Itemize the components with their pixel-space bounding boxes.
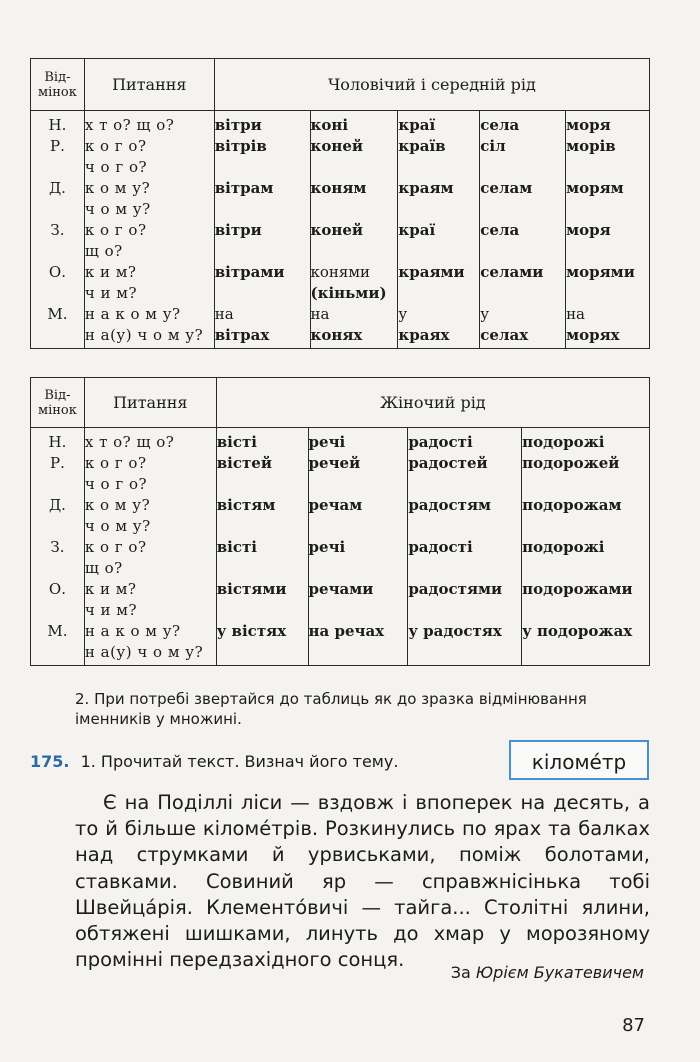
case-cell <box>31 537 85 579</box>
form-cell <box>214 220 310 262</box>
form-cell <box>214 262 310 304</box>
case-cell <box>31 579 85 621</box>
question-text: х т о? щ о? <box>84 116 175 134</box>
header-question: Питання <box>84 378 216 428</box>
noun-form: подорожей <box>522 454 620 472</box>
question-text: к о г о? <box>84 221 147 239</box>
question-text: ч о м у? <box>84 200 151 218</box>
noun-form: селах <box>480 326 529 344</box>
page-number: 87 <box>622 1015 645 1036</box>
question-cell <box>84 220 214 262</box>
form-cell <box>214 178 310 220</box>
question-text: н а(у) ч о м у? <box>84 326 204 344</box>
case-label: З. <box>50 221 65 239</box>
table-row <box>31 178 650 220</box>
question-cell <box>84 428 216 454</box>
case-label: М. <box>47 622 68 640</box>
case-cell <box>31 136 85 178</box>
noun-form: у вістях <box>216 622 287 640</box>
exercise-header <box>30 752 398 771</box>
form-cell <box>408 537 522 579</box>
question-text: ч о г о? <box>84 158 148 176</box>
header-question: Питання <box>84 59 214 111</box>
noun-form: конями <box>310 263 371 281</box>
question-cell <box>84 262 214 304</box>
noun-form: (кіньми) <box>310 284 387 302</box>
noun-form: речам <box>308 496 363 514</box>
case-cell <box>31 453 85 495</box>
declension-table-masculine-neuter <box>30 58 650 349</box>
question-cell <box>84 453 216 495</box>
vocabulary-word-box: кіломе́тр <box>509 740 649 780</box>
noun-form: вістей <box>216 454 272 472</box>
table-row <box>31 111 650 137</box>
question-cell <box>84 621 216 666</box>
noun-form: села <box>480 221 520 239</box>
noun-form: морями <box>566 263 635 281</box>
case-label: Р. <box>49 454 65 472</box>
case-label: Д. <box>48 496 66 514</box>
form-cell <box>310 111 398 137</box>
case-cell <box>31 304 85 349</box>
noun-form: вітрами <box>214 263 285 281</box>
form-cell <box>216 453 308 495</box>
noun-form: радостей <box>408 454 488 472</box>
form-cell <box>522 621 650 666</box>
noun-form: сіл <box>480 137 506 155</box>
noun-form: речі <box>308 538 346 556</box>
table-row <box>31 621 650 666</box>
form-cell <box>522 453 650 495</box>
question-cell <box>84 178 214 220</box>
author-prefix: За <box>450 963 471 982</box>
noun-form: речі <box>308 433 346 451</box>
noun-form: морів <box>566 137 616 155</box>
noun-form: вісті <box>216 538 257 556</box>
question-cell <box>84 111 214 137</box>
form-cell <box>398 262 480 304</box>
form-cell <box>308 621 408 666</box>
question-text: к о м у? <box>84 179 151 197</box>
noun-form: морях <box>566 326 620 344</box>
case-cell <box>31 428 85 454</box>
noun-form: моря <box>566 116 611 134</box>
table-row <box>31 262 650 304</box>
table-row <box>31 537 650 579</box>
form-cell <box>522 579 650 621</box>
noun-form: селам <box>480 179 533 197</box>
noun-form: краям <box>398 179 454 197</box>
form-cell <box>480 304 566 349</box>
form-cell <box>216 495 308 537</box>
form-cell <box>216 579 308 621</box>
form-cell <box>522 537 650 579</box>
question-text: щ о? <box>84 559 123 577</box>
noun-form: подорожі <box>522 538 605 556</box>
case-label: М. <box>47 305 68 323</box>
noun-form: на <box>566 305 586 323</box>
form-cell <box>398 220 480 262</box>
noun-form: коней <box>310 137 364 155</box>
noun-form: села <box>480 116 520 134</box>
noun-form: вістями <box>216 580 287 598</box>
noun-form: у подорожах <box>522 622 633 640</box>
noun-form: радості <box>408 433 473 451</box>
form-cell <box>566 304 650 349</box>
form-cell <box>480 111 566 137</box>
question-text: ч и м? <box>84 601 138 619</box>
form-cell <box>408 495 522 537</box>
noun-form: краї <box>398 116 436 134</box>
form-cell <box>398 111 480 137</box>
form-cell <box>214 111 310 137</box>
noun-form: країв <box>398 137 446 155</box>
form-cell <box>408 621 522 666</box>
form-cell <box>480 220 566 262</box>
question-text: к и м? <box>84 263 137 281</box>
table-row <box>31 136 650 178</box>
table-row <box>31 579 650 621</box>
case-label: Д. <box>48 179 66 197</box>
noun-form: у <box>398 305 408 323</box>
form-cell <box>408 428 522 454</box>
table-row <box>31 304 650 349</box>
question-text: ч и м? <box>84 284 138 302</box>
question-cell <box>84 537 216 579</box>
table-row <box>31 495 650 537</box>
form-cell <box>310 262 398 304</box>
question-text: к о г о? <box>84 454 147 472</box>
noun-form: радостям <box>408 496 492 514</box>
form-cell <box>398 304 480 349</box>
question-text: н а(у) ч о м у? <box>84 643 204 661</box>
noun-form: краях <box>398 326 450 344</box>
form-cell <box>308 428 408 454</box>
noun-form: коней <box>310 221 364 239</box>
noun-form: вісті <box>216 433 257 451</box>
question-cell <box>84 495 216 537</box>
table-row <box>31 428 650 454</box>
form-cell <box>522 428 650 454</box>
form-cell <box>216 428 308 454</box>
table-row <box>31 453 650 495</box>
question-cell <box>84 579 216 621</box>
case-cell <box>31 621 85 666</box>
noun-form: вітрів <box>214 137 267 155</box>
form-cell <box>310 304 398 349</box>
noun-form: вітрах <box>214 326 270 344</box>
form-cell <box>398 178 480 220</box>
form-cell <box>408 453 522 495</box>
noun-form: краї <box>398 221 436 239</box>
noun-form: на <box>310 305 330 323</box>
noun-form: морям <box>566 179 624 197</box>
header-gender: Жіночий рід <box>216 378 649 428</box>
noun-form: вітрам <box>214 179 274 197</box>
case-cell <box>31 178 85 220</box>
case-label: О. <box>48 580 66 598</box>
question-text: н а к о м у? <box>84 305 181 323</box>
form-cell <box>566 220 650 262</box>
noun-form: у радостях <box>408 622 502 640</box>
form-cell <box>308 537 408 579</box>
noun-form: коні <box>310 116 349 134</box>
case-cell <box>31 220 85 262</box>
question-text: к о м у? <box>84 496 151 514</box>
form-cell <box>310 136 398 178</box>
header-case: Від-мінок <box>31 59 85 111</box>
form-cell <box>480 262 566 304</box>
noun-form: подорожами <box>522 580 633 598</box>
form-cell <box>522 495 650 537</box>
case-cell <box>31 495 85 537</box>
author-attribution <box>451 963 644 982</box>
case-label: Р. <box>49 137 65 155</box>
noun-form: у <box>480 305 490 323</box>
table-row <box>31 220 650 262</box>
noun-form: коням <box>310 179 367 197</box>
question-text: ч о г о? <box>84 475 148 493</box>
noun-form: на <box>214 305 234 323</box>
noun-form: конях <box>310 326 363 344</box>
noun-form: подорожам <box>522 496 622 514</box>
reading-paragraph: Є на Поділлі ліси — вздовж і впоперек на десять, а то й більше кіломе́трів. Розкинулись по ярах та балках над струмками й урвиськами, поміж болотами, ставками. Совиний яр — справжнісінька тобі Швейца́рія. Клементо́вичі — тайга... Столітні ялини, обтяжені шишками, линуть до хмар у морозяному промінні передзахідного сонця. <box>75 791 650 972</box>
question-text: к о г о? <box>84 538 147 556</box>
noun-form: вістям <box>216 496 276 514</box>
header-gender: Чоловічий і середній рід <box>214 59 649 111</box>
noun-form: на речах <box>308 622 385 640</box>
form-cell <box>310 178 398 220</box>
header-case: Від-мінок <box>31 378 85 428</box>
form-cell <box>216 621 308 666</box>
noun-form: радості <box>408 538 473 556</box>
question-cell <box>84 136 214 178</box>
form-cell <box>480 136 566 178</box>
table-body <box>31 428 650 666</box>
form-cell <box>480 178 566 220</box>
form-cell <box>566 262 650 304</box>
form-cell <box>566 178 650 220</box>
case-label: Н. <box>48 116 67 134</box>
form-cell <box>216 537 308 579</box>
case-label: З. <box>50 538 65 556</box>
question-text: к о г о? <box>84 137 147 155</box>
case-cell <box>31 111 85 137</box>
noun-form: вітри <box>214 116 262 134</box>
form-cell <box>214 136 310 178</box>
reading-text <box>75 790 650 973</box>
noun-form: речей <box>308 454 361 472</box>
noun-form: моря <box>566 221 611 239</box>
question-text: щ о? <box>84 242 123 260</box>
form-cell <box>566 111 650 137</box>
form-cell <box>408 579 522 621</box>
question-text: х т о? щ о? <box>84 433 175 451</box>
exercise-task: 1. Прочитай текст. Визнач його тему. <box>80 752 399 771</box>
form-cell <box>308 453 408 495</box>
author-name: Юрієм Букатевичем <box>475 963 644 982</box>
question-text: н а к о м у? <box>84 622 181 640</box>
table-body <box>31 111 650 349</box>
case-label: Н. <box>48 433 67 451</box>
noun-form: селами <box>480 263 544 281</box>
question-cell <box>84 304 214 349</box>
form-cell <box>308 495 408 537</box>
form-cell <box>566 136 650 178</box>
question-text: ч о м у? <box>84 517 151 535</box>
case-cell <box>31 262 85 304</box>
noun-form: краями <box>398 263 465 281</box>
case-label: О. <box>48 263 66 281</box>
form-cell <box>398 136 480 178</box>
noun-form: речами <box>308 580 374 598</box>
form-cell <box>310 220 398 262</box>
noun-form: радостями <box>408 580 503 598</box>
noun-form: подорожі <box>522 433 605 451</box>
noun-form: вітри <box>214 221 262 239</box>
form-cell <box>308 579 408 621</box>
exercise-number: 175. <box>30 752 70 771</box>
note-text: 2. При потребі звертайся до таблиць як до зразка відмінювання іменників у множині. <box>75 690 587 728</box>
declension-table-feminine <box>30 377 650 666</box>
question-text: к и м? <box>84 580 137 598</box>
form-cell <box>214 304 310 349</box>
